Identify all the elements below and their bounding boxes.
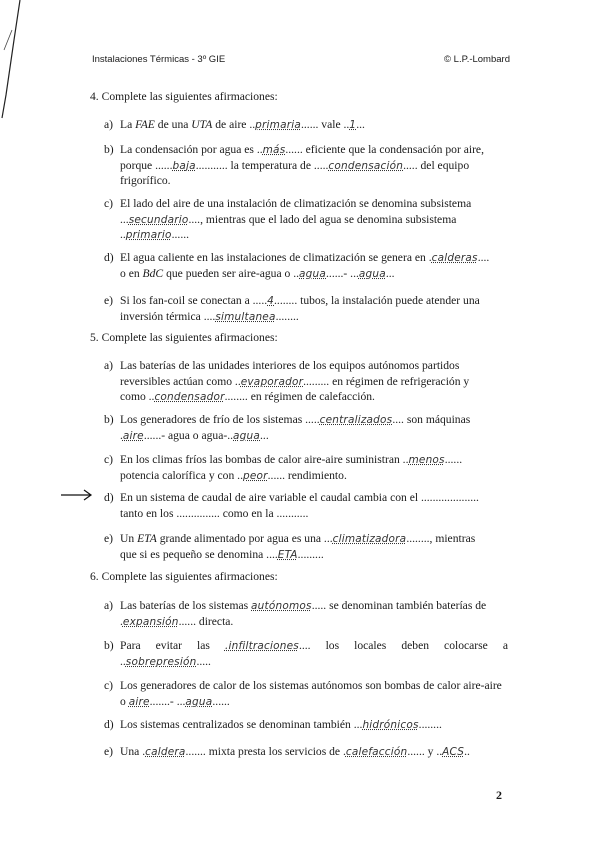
exercise-4-title: 4. Complete las siguientes afirmaciones:	[90, 90, 278, 103]
handwritten-answer: climatizadora	[332, 533, 407, 545]
item-label: d)	[104, 491, 114, 504]
handwritten-answer: agua	[299, 267, 327, 280]
handwritten-answer: menos	[408, 454, 445, 466]
ex4-item-b: b) La condensación por agua es ..más...... eficiente que la condensación por aire, porque ......baja........... la temperatura de .....condensación..... del equipo frigorífico.	[104, 143, 484, 187]
ex5-item-e: e) Un ETA grande alimentado por agua es una ...climatizadora........, mientras que si es pequeño se denomina ....ETA.........	[104, 532, 476, 561]
ex5-item-a: a) Las baterías de las unidades interiores de los equipos autónomos partidos reversibles actúan como ..evaporador......... en régimen de refrigeración y como ..condensador........ en régimen de calefacción.	[104, 359, 470, 403]
exercise-5-title: 5. Complete las siguientes afirmaciones:	[90, 331, 278, 344]
handwritten-answer: aire	[122, 429, 144, 442]
ex5-item-c: c) En los climas fríos las bombas de calor aire-aire suministran ..menos...... potencia calorífica y con ..peor...... rendimiento.	[104, 453, 463, 482]
handwritten-answer: peor	[242, 469, 268, 482]
handwritten-answer: agua	[358, 267, 386, 280]
handwritten-answer: condensador	[154, 391, 225, 403]
item-label: b)	[104, 639, 114, 652]
handwritten-answer: agua	[185, 695, 213, 708]
handwritten-answer: secundario	[128, 213, 189, 226]
handwritten-answer: baja	[172, 159, 196, 172]
ex6-item-a: a) Las baterías de los sistemas autónomos..... se denominan también baterías de .expansión...... directa.	[104, 599, 487, 628]
item-label: c)	[104, 453, 114, 466]
handwritten-answer: .infiltraciones	[224, 640, 299, 652]
handwritten-answer: caldera	[145, 746, 186, 758]
course-title: Instalaciones Térmicas - 3º GIE	[92, 54, 226, 65]
handwritten-answer: primaria	[255, 119, 301, 131]
handwritten-answer: autónomos	[251, 600, 312, 612]
handwritten-answer: condensación	[328, 159, 404, 172]
item-label: d)	[104, 718, 114, 731]
handwritten-answer: más	[262, 144, 286, 156]
ex6-item-b: b) Para evitar las .infiltraciones.... los locales deben colocarse a ..sobrepresión.....	[104, 639, 508, 668]
item-label: a)	[104, 118, 114, 131]
handwritten-answer: hidrónicos	[362, 719, 419, 731]
item-label: b)	[104, 143, 114, 156]
handwritten-answer: aire	[128, 695, 150, 708]
handwritten-answer: calderas	[431, 252, 478, 264]
item-label: e)	[104, 532, 114, 545]
handwritten-answer: simultanea	[215, 310, 276, 323]
ex6-item-c: c) Los generadores de calor de los sistemas autónomos son bombas de calor aire-aire o aire.......- ...agua......	[104, 679, 502, 708]
handwritten-answer: centralizados	[319, 414, 393, 426]
item-label: b)	[104, 413, 114, 426]
ex5-item-d: d) En un sistema de caudal de aire variable el caudal cambia con el .................... tanto en los ............... como en la ...........	[104, 491, 479, 520]
ex4-item-d: d) El agua caliente en las instalaciones de climatización se genera en .calderas.... o en BdC que pueden ser aire-agua o ..agua......- ...agua...	[104, 251, 490, 280]
item-label: c)	[104, 679, 114, 692]
author-credit: © L.P.-Lombard	[444, 54, 510, 65]
handwritten-answer: ETA	[277, 548, 298, 561]
handwritten-answer: evaporador	[240, 375, 304, 388]
handwritten-answer: 1	[349, 119, 357, 131]
handwritten-answer: primario	[125, 229, 172, 241]
handwritten-answer: sobrepresión	[125, 655, 197, 668]
ex6-item-e: e) Una .caldera....... mixta presta los servicios de .calefacción...... y ..ACS..	[104, 745, 470, 758]
handwritten-answer: ACS	[442, 746, 465, 758]
item-label: a)	[104, 599, 114, 612]
handwritten-answer: 4	[267, 295, 275, 307]
item-label: e)	[104, 745, 114, 758]
ex4-item-a: a) La FAE de una UTA de aire ..primaria...... vale ..1...	[104, 118, 365, 131]
ex4-item-e: e) Si los fan-coil se conectan a .....4........ tubos, la instalación puede atender una inversión térmica ....simultanea........	[104, 294, 480, 323]
handwritten-answer: agua	[233, 429, 261, 442]
handwritten-answer: expansión	[122, 615, 179, 628]
exercise-6-title: 6. Complete las siguientes afirmaciones:	[90, 570, 278, 583]
ex4-item-c: c) El lado del aire de una instalación de climatización se denomina subsistema ...secundario...., mientras que el lado del agua se denomina subsistema ..primario......	[104, 197, 472, 241]
item-label: a)	[104, 359, 114, 372]
ex6-item-d: d) Los sistemas centralizados se denominan también ...hidrónicos........	[104, 718, 442, 731]
page-header	[92, 54, 510, 68]
item-label: c)	[104, 197, 114, 210]
ex5-item-b: b) Los generadores de frío de los sistemas .....centralizados.... son máquinas .aire......- agua o agua-..agua...	[104, 413, 471, 442]
page-number: 2	[496, 788, 502, 802]
item-label: d)	[104, 251, 114, 264]
scan-corner-line	[0, 0, 30, 120]
arrow-right-icon	[60, 489, 94, 501]
item-label: e)	[104, 294, 114, 307]
handwritten-answer: calefacción	[345, 746, 408, 758]
